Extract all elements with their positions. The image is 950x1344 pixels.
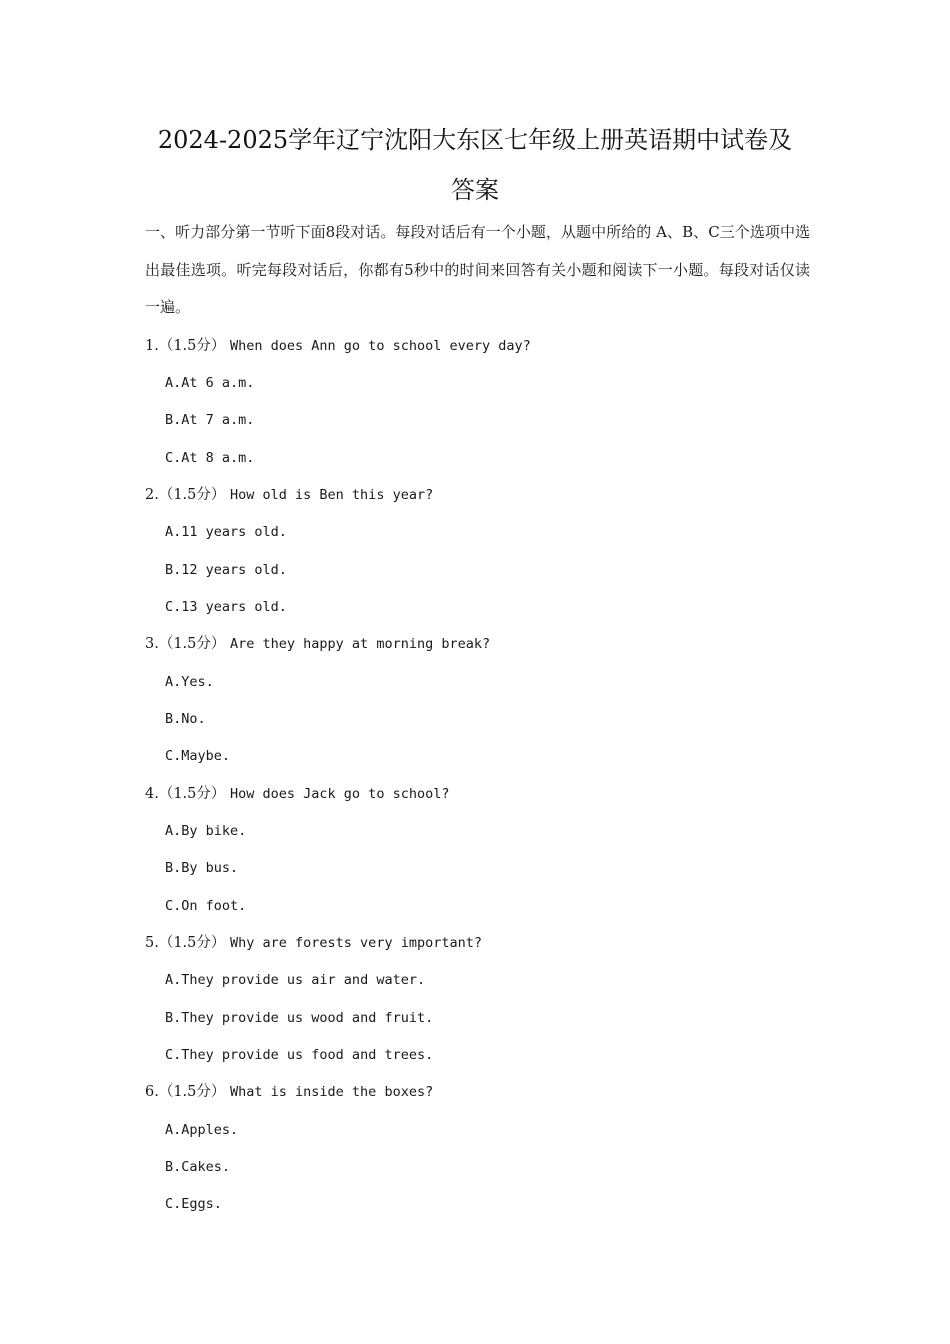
question-5-option-b: B.They provide us wood and fruit.	[165, 1010, 434, 1026]
question-5-option-c: C.They provide us food and trees.	[165, 1047, 434, 1063]
question-1-option-c: C.At 8 a.m.	[165, 450, 255, 466]
question-4-option-a: A.By bike.	[165, 823, 247, 839]
question-1	[145, 336, 531, 356]
question-4-text: How does Jack go to school?	[230, 786, 450, 802]
question-6-number: 6.（1.5分）	[145, 1084, 226, 1100]
section-instructions: 一、听力部分第一节听下面8段对话。每段对话后有一个小题，从题中所给的 A、B、C三个选项中选出最佳选项。听完每段对话后，你都有5秒中的时间来回答有关小题和阅读下一小题。每段对话仅读一遍。	[145, 223, 810, 316]
question-1-option-a: A.At 6 a.m.	[165, 375, 255, 391]
question-5-text: Why are forests very important?	[230, 935, 482, 951]
question-5-option-a: A.They provide us air and water.	[165, 972, 426, 988]
question-3-option-c: C.Maybe.	[165, 748, 231, 764]
question-6-text: What is inside the boxes?	[230, 1084, 434, 1100]
question-2-option-a: A.11 years old.	[165, 524, 287, 540]
question-6-option-a: A.Apples.	[165, 1122, 239, 1138]
question-5	[145, 933, 482, 953]
question-1-text: When does Ann go to school every day?	[230, 338, 531, 354]
question-2-number: 2.（1.5分）	[145, 487, 226, 503]
document-title-line-2: 答案	[451, 176, 499, 204]
question-3	[145, 634, 490, 654]
question-6-option-c: C.Eggs.	[165, 1196, 222, 1212]
document-title-line-1: 2024-2025学年辽宁沈阳大东区七年级上册英语期中试卷及	[157, 126, 793, 154]
question-6-option-b: B.Cakes.	[165, 1159, 231, 1175]
question-2-text: How old is Ben this year?	[230, 487, 434, 503]
question-3-number: 3.（1.5分）	[145, 636, 226, 652]
question-4-number: 4.（1.5分）	[145, 786, 226, 802]
question-6	[145, 1082, 433, 1102]
question-5-number: 5.（1.5分）	[145, 935, 226, 951]
question-4-option-c: C.On foot.	[165, 898, 247, 914]
question-2	[145, 485, 433, 505]
question-4	[145, 784, 449, 804]
question-1-option-b: B.At 7 a.m.	[165, 412, 255, 428]
question-2-option-c: C.13 years old.	[165, 599, 287, 615]
question-2-option-b: B.12 years old.	[165, 562, 287, 578]
question-4-option-b: B.By bus.	[165, 860, 239, 876]
question-3-text: Are they happy at morning break?	[230, 636, 491, 652]
question-1-number: 1.（1.5分）	[145, 338, 226, 354]
question-3-option-b: B.No.	[165, 711, 206, 727]
question-3-option-a: A.Yes.	[165, 674, 214, 690]
